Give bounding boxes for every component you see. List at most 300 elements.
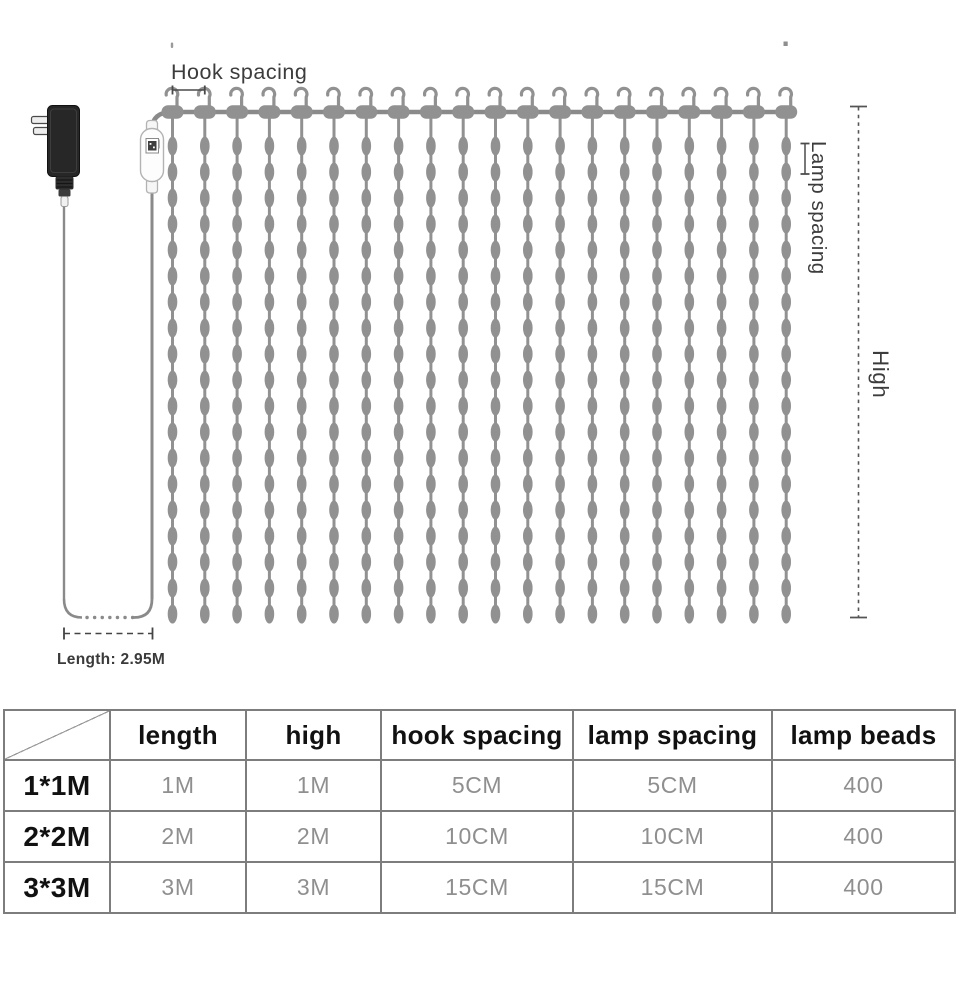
lamp-bead — [232, 605, 242, 624]
lamp-bead — [426, 293, 436, 312]
curtain-strand — [420, 88, 442, 623]
lamp-bead — [620, 293, 630, 312]
col-header-lamp-beads: lamp beads — [772, 710, 955, 760]
lamp-bead — [523, 371, 533, 390]
lamp-bead — [297, 345, 307, 364]
stray-mark — [171, 43, 173, 49]
lamp-bead — [329, 345, 339, 364]
lamp-bead — [394, 475, 404, 494]
lamp-bead — [297, 527, 307, 546]
row-label-size: 1*1M — [4, 760, 110, 811]
lamp-bead — [555, 293, 565, 312]
rail-connector — [162, 105, 184, 119]
lamp-bead — [426, 319, 436, 338]
lamp-bead — [458, 579, 468, 598]
lamp-bead — [297, 137, 307, 156]
lamp-bead — [555, 449, 565, 468]
lamp-bead — [329, 163, 339, 182]
lamp-bead — [523, 475, 533, 494]
lamp-bead — [491, 501, 501, 520]
lamp-bead — [394, 137, 404, 156]
lamp-bead — [200, 189, 210, 208]
lamp-bead — [685, 189, 695, 208]
lamp-bead — [588, 397, 598, 416]
lamp-bead — [717, 579, 727, 598]
lamp-bead — [232, 241, 242, 260]
lamp-bead — [265, 423, 275, 442]
table-cell: 3M — [110, 862, 246, 913]
lamp-bead — [652, 527, 662, 546]
lamp-bead — [265, 371, 275, 390]
hanging-hook-icon — [651, 88, 663, 108]
lamp-bead — [781, 137, 791, 156]
curtain-strand — [517, 88, 539, 623]
lamp-bead — [362, 527, 372, 546]
lamp-bead — [491, 267, 501, 286]
table-cell: 400 — [772, 811, 955, 862]
hanging-hook-icon — [715, 88, 727, 108]
curtain-strand — [226, 88, 248, 623]
lamp-bead — [652, 319, 662, 338]
lamp-bead — [362, 423, 372, 442]
lamp-bead — [265, 215, 275, 234]
lamp-bead — [297, 293, 307, 312]
lamp-bead — [685, 475, 695, 494]
lamp-bead — [685, 137, 695, 156]
lamp-bead — [523, 579, 533, 598]
lamp-bead — [717, 605, 727, 624]
lamp-bead — [458, 189, 468, 208]
lamp-bead — [200, 137, 210, 156]
lamp-bead — [232, 449, 242, 468]
lamp-bead — [749, 371, 759, 390]
rail-connector — [258, 105, 280, 119]
lamp-bead — [620, 319, 630, 338]
table-row — [4, 862, 955, 913]
lamp-bead — [781, 397, 791, 416]
cord-strain-relief — [61, 197, 68, 207]
lamp-bead — [491, 163, 501, 182]
lamp-bead — [458, 371, 468, 390]
lamp-bead — [232, 579, 242, 598]
lamp-bead — [523, 423, 533, 442]
lamp-bead — [168, 527, 178, 546]
lamp-bead — [426, 137, 436, 156]
lamp-bead — [523, 293, 533, 312]
lamp-bead — [265, 449, 275, 468]
lamp-bead — [685, 371, 695, 390]
lamp-bead — [652, 449, 662, 468]
lamp-bead — [717, 215, 727, 234]
col-header-high: high — [246, 710, 381, 760]
lamp-bead — [749, 293, 759, 312]
lamp-bead — [620, 189, 630, 208]
lamp-bead — [620, 215, 630, 234]
lamp-bead — [781, 319, 791, 338]
lamp-bead — [555, 605, 565, 624]
hanging-hook-icon — [489, 88, 501, 108]
lamp-bead — [265, 397, 275, 416]
lamp-bead — [588, 137, 598, 156]
hook-spacing-label: Hook spacing — [171, 60, 308, 84]
lamp-bead — [200, 293, 210, 312]
lamp-bead — [329, 241, 339, 260]
lamp-bead — [232, 527, 242, 546]
lamp-bead — [168, 371, 178, 390]
lamp-bead — [652, 605, 662, 624]
lamp-bead — [232, 397, 242, 416]
lamp-bead — [620, 241, 630, 260]
lamp-bead — [168, 319, 178, 338]
hanging-hook-icon — [748, 88, 760, 108]
table-cell: 2M — [110, 811, 246, 862]
table-cell: 400 — [772, 760, 955, 811]
lamp-bead — [232, 371, 242, 390]
lamp-bead — [297, 449, 307, 468]
lamp-bead — [362, 293, 372, 312]
lamp-bead — [426, 501, 436, 520]
lamp-bead — [685, 605, 695, 624]
lamp-bead — [588, 293, 598, 312]
lamp-bead — [620, 423, 630, 442]
lamp-bead — [168, 293, 178, 312]
lamp-bead — [781, 163, 791, 182]
lamp-bead — [717, 371, 727, 390]
lamp-bead — [329, 215, 339, 234]
lamp-bead — [458, 449, 468, 468]
lamp-bead — [588, 449, 598, 468]
lamp-bead — [329, 423, 339, 442]
lamp-bead — [781, 189, 791, 208]
lamp-bead — [458, 319, 468, 338]
lamp-bead — [523, 319, 533, 338]
curtain-strand — [355, 88, 377, 623]
lamp-bead — [168, 449, 178, 468]
lamp-bead — [749, 527, 759, 546]
lamp-bead — [588, 371, 598, 390]
lamp-bead — [329, 371, 339, 390]
lamp-bead — [362, 137, 372, 156]
lamp-bead — [426, 397, 436, 416]
lamp-bead — [265, 137, 275, 156]
lamp-bead — [329, 267, 339, 286]
curtain-lights — [162, 88, 798, 623]
lamp-bead — [394, 215, 404, 234]
lamp-bead — [652, 371, 662, 390]
lamp-bead — [749, 579, 759, 598]
lamp-bead — [362, 449, 372, 468]
table-cell: 400 — [772, 862, 955, 913]
lamp-bead — [781, 527, 791, 546]
lamp-bead — [362, 189, 372, 208]
curtain-strand — [258, 88, 280, 623]
lamp-bead — [394, 423, 404, 442]
lamp-bead — [781, 267, 791, 286]
high-label: High — [868, 350, 893, 399]
lamp-bead — [781, 579, 791, 598]
lamp-bead — [329, 319, 339, 338]
lamp-bead — [362, 319, 372, 338]
hanging-hook-icon — [554, 88, 566, 108]
lamp-bead — [620, 475, 630, 494]
lamp-bead — [458, 423, 468, 442]
lamp-bead — [329, 189, 339, 208]
rail-connector — [323, 105, 345, 119]
lamp-bead — [685, 215, 695, 234]
lamp-bead — [200, 475, 210, 494]
lamp-bead — [458, 293, 468, 312]
lamp-bead — [749, 423, 759, 442]
lamp-bead — [523, 553, 533, 572]
lamp-bead — [297, 475, 307, 494]
rail-connector — [711, 105, 733, 119]
lamp-bead — [491, 449, 501, 468]
lamp-bead — [329, 579, 339, 598]
rail-connector — [226, 105, 248, 119]
lamp-bead — [232, 189, 242, 208]
rail-connector — [194, 105, 216, 119]
lamp-bead — [426, 553, 436, 572]
lamp-bead — [491, 579, 501, 598]
lamp-bead — [555, 163, 565, 182]
spec-table — [3, 709, 954, 914]
lamp-bead — [458, 241, 468, 260]
lamp-bead — [491, 397, 501, 416]
plug-prong-icon — [34, 128, 50, 135]
lamp-bead — [426, 579, 436, 598]
lamp-bead — [168, 579, 178, 598]
lamp-bead — [685, 527, 695, 546]
lamp-bead — [652, 345, 662, 364]
lamp-bead — [265, 527, 275, 546]
lamp-bead — [297, 501, 307, 520]
lamp-bead — [265, 267, 275, 286]
lamp-bead — [781, 215, 791, 234]
lamp-bead — [265, 553, 275, 572]
lamp-bead — [781, 553, 791, 572]
lamp-bead — [685, 319, 695, 338]
lamp-bead — [652, 501, 662, 520]
lamp-bead — [523, 605, 533, 624]
lamp-bead — [749, 163, 759, 182]
lamp-bead — [232, 475, 242, 494]
curtain-strand — [452, 88, 474, 623]
lamp-bead — [588, 527, 598, 546]
lamp-bead — [620, 605, 630, 624]
lamp-bead — [394, 267, 404, 286]
lamp-bead — [781, 293, 791, 312]
lamp-bead — [394, 163, 404, 182]
lamp-bead — [168, 475, 178, 494]
lamp-bead — [523, 449, 533, 468]
lamp-bead — [620, 579, 630, 598]
lamp-bead — [458, 527, 468, 546]
lamp-bead — [491, 293, 501, 312]
lamp-bead — [523, 397, 533, 416]
lamp-bead — [329, 501, 339, 520]
hanging-hook-icon — [618, 88, 630, 108]
lamp-bead — [555, 397, 565, 416]
lamp-bead — [232, 345, 242, 364]
curtain-strand — [775, 88, 797, 623]
lamp-bead — [749, 319, 759, 338]
lamp-bead — [491, 345, 501, 364]
lamp-bead — [555, 241, 565, 260]
lamp-bead — [781, 423, 791, 442]
lamp-bead — [523, 345, 533, 364]
lamp-bead — [749, 241, 759, 260]
lamp-bead — [200, 527, 210, 546]
lamp-bead — [297, 267, 307, 286]
table-header-row — [4, 710, 955, 760]
lamp-bead — [394, 345, 404, 364]
lamp-bead — [297, 605, 307, 624]
lamp-bead — [555, 345, 565, 364]
lamp-bead — [458, 605, 468, 624]
adapter-body — [48, 106, 80, 177]
lamp-bead — [523, 215, 533, 234]
lamp-bead — [168, 553, 178, 572]
lamp-bead — [685, 553, 695, 572]
lamp-bead — [749, 345, 759, 364]
lamp-bead — [523, 501, 533, 520]
lamp-bead — [168, 137, 178, 156]
lamp-bead — [491, 215, 501, 234]
lamp-bead — [394, 241, 404, 260]
lamp-bead — [620, 527, 630, 546]
lamp-bead — [297, 215, 307, 234]
lamp-bead — [426, 605, 436, 624]
controller-body — [141, 129, 164, 182]
lamp-bead — [297, 189, 307, 208]
lamp-bead — [265, 605, 275, 624]
lamp-bead — [620, 397, 630, 416]
lamp-bead — [200, 553, 210, 572]
lamp-bead — [749, 553, 759, 572]
high-annotation — [850, 107, 867, 618]
lamp-bead — [458, 553, 468, 572]
hanging-hook-icon — [425, 88, 437, 108]
length-label: Length: 2.95M — [57, 651, 166, 668]
lamp-bead — [781, 475, 791, 494]
curtain-strand — [485, 88, 507, 623]
lamp-bead — [426, 527, 436, 546]
lamp-bead — [297, 241, 307, 260]
lamp-bead — [620, 449, 630, 468]
table-cell: 3M — [246, 862, 381, 913]
table-cell: 1M — [246, 760, 381, 811]
lamp-bead — [265, 345, 275, 364]
lamp-bead — [362, 163, 372, 182]
lamp-bead — [232, 215, 242, 234]
lamp-bead — [652, 241, 662, 260]
lamp-bead — [362, 397, 372, 416]
lamp-bead — [168, 345, 178, 364]
stray-mark — [784, 42, 788, 47]
lamp-bead — [200, 163, 210, 182]
lamp-bead — [426, 189, 436, 208]
lamp-bead — [426, 163, 436, 182]
hanging-hook-icon — [263, 88, 275, 108]
lamp-bead — [749, 397, 759, 416]
hanging-hook-icon — [231, 88, 243, 108]
lamp-bead — [620, 163, 630, 182]
lamp-bead — [717, 475, 727, 494]
lamp-bead — [297, 319, 307, 338]
lamp-bead — [362, 579, 372, 598]
rail-connector — [743, 105, 765, 119]
lamp-bead — [717, 423, 727, 442]
lamp-bead — [588, 423, 598, 442]
lamp-bead — [749, 501, 759, 520]
lamp-bead — [168, 189, 178, 208]
lamp-bead — [588, 553, 598, 572]
lamp-bead — [781, 241, 791, 260]
lamp-bead — [555, 501, 565, 520]
power-adapter — [32, 106, 80, 207]
lamp-bead — [523, 189, 533, 208]
lamp-bead — [394, 293, 404, 312]
lamp-bead — [781, 501, 791, 520]
curtain-strand — [711, 88, 733, 623]
lamp-bead — [749, 189, 759, 208]
lamp-bead — [200, 371, 210, 390]
lamp-bead — [200, 215, 210, 234]
lamp-bead — [265, 579, 275, 598]
curtain-strand — [549, 88, 571, 623]
rail-connector — [678, 105, 700, 119]
lamp-bead — [555, 215, 565, 234]
curtain-strand — [323, 88, 345, 623]
col-header-hook-spacing: hook spacing — [381, 710, 573, 760]
lamp-bead — [588, 475, 598, 494]
lamp-bead — [523, 241, 533, 260]
hanging-hook-icon — [295, 88, 307, 108]
lamp-bead — [491, 423, 501, 442]
lamp-bead — [362, 553, 372, 572]
lamp-bead — [717, 163, 727, 182]
lamp-bead — [168, 267, 178, 286]
rail-connector — [355, 105, 377, 119]
lamp-bead — [232, 501, 242, 520]
table-cell: 15CM — [573, 862, 772, 913]
lamp-bead — [781, 371, 791, 390]
lamp-bead — [168, 501, 178, 520]
lamp-bead — [717, 345, 727, 364]
lamp-bead — [297, 163, 307, 182]
lamp-bead — [458, 137, 468, 156]
lamp-bead — [265, 293, 275, 312]
lamp-bead — [652, 267, 662, 286]
lamp-bead — [232, 293, 242, 312]
lamp-bead — [458, 163, 468, 182]
lamp-bead — [168, 397, 178, 416]
curtain-strand — [614, 88, 636, 623]
lamp-bead — [491, 189, 501, 208]
curtain-strand — [388, 88, 410, 623]
lamp-bead — [232, 163, 242, 182]
lamp-bead — [168, 605, 178, 624]
lamp-bead — [426, 267, 436, 286]
rail-connector — [388, 105, 410, 119]
lamp-bead — [652, 423, 662, 442]
lamp-bead — [749, 137, 759, 156]
lamp-bead — [297, 553, 307, 572]
lamp-bead — [749, 215, 759, 234]
lamp-bead — [394, 319, 404, 338]
curtain-strand — [162, 88, 184, 623]
lamp-bead — [685, 241, 695, 260]
